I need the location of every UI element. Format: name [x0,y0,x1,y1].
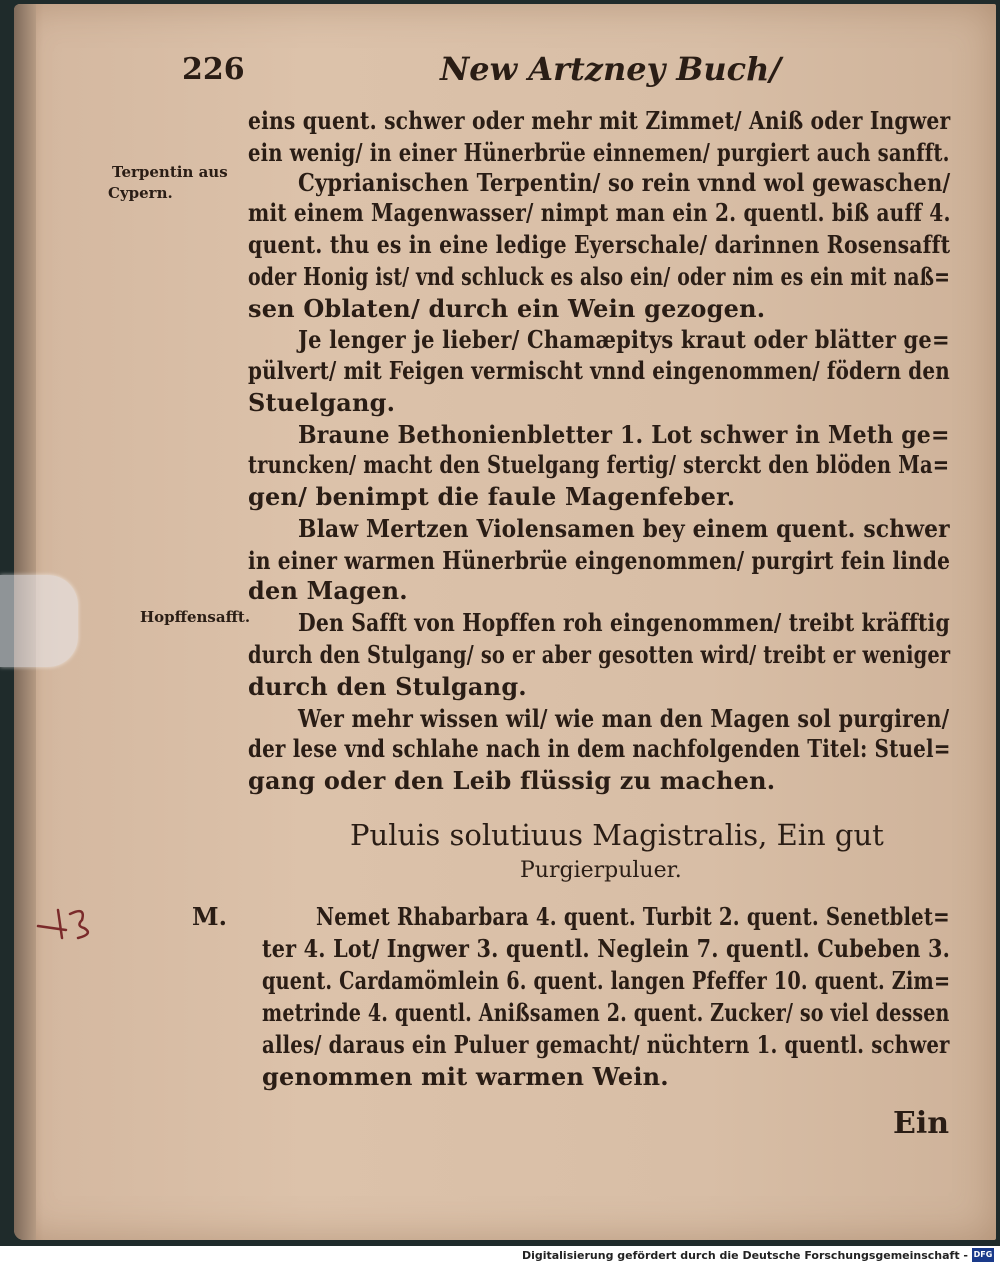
body-line: durch den Stulgang/ so er aber gesotten wird/ treibt er weniger [248,640,951,669]
recipe-line: metrinde 4. quentl. Anißsamen 2. quent. Zucker/ so viel dessen [262,998,950,1027]
body-line: Cyprianischen Terpentin/ so rein vnnd wol gewaschen/ [298,168,951,197]
recipe-line: genommen mit warmen Wein. [262,1062,669,1091]
margin-note-hopffensafft: Hopffensafft. [140,608,251,626]
body-line: sen Oblaten/ durch ein Wein gezogen. [248,294,766,323]
body-line: der lese vnd schlahe nach in dem nachfolgenden Titel: Stuel= [248,734,951,763]
margin-note-terpentin: Terpentin aus [112,163,228,181]
catchword: Ein [893,1106,950,1141]
funding-credit: Digitalisierung gefördert durch die Deutsche Forschungsgemeinschaft - [521,1249,968,1262]
footer-bar [0,1246,1000,1266]
body-line: Stuelgang. [248,388,396,417]
body-line: Blaw Mertzen Violensamen bey einem quent. schwer [298,514,950,543]
handwritten-mark-icon [36,904,116,940]
body-line: pülvert/ mit Feigen vermischt vnnd eingenommen/ födern den [248,356,950,385]
body-line: ein wenig/ in einer Hünerbrüe einnemen/ purgiert auch sanfft. [248,138,950,167]
body-line: eins quent. schwer oder mehr mit Zimmet/ Aniß oder Ingwer [248,106,951,135]
margin-note-cypern: Cypern. [108,184,173,202]
body-line: Den Safft von Hopffen roh eingenommen/ treibt kräfftig [298,608,950,637]
body-line: Braune Bethonienbletter 1. Lot schwer in Meth ge= [298,420,950,449]
body-line: truncken/ macht den Stuelgang fertig/ sterckt den blöden Ma= [248,450,950,479]
body-line: Je lenger je lieber/ Chamæpitys kraut oder blätter ge= [298,325,950,354]
body-line: durch den Stulgang. [248,672,527,701]
section-subheading: Purgierpuluer. [520,858,682,883]
page-number: 226 [182,52,245,87]
body-line: gang oder den Leib flüssig zu machen. [248,766,776,795]
recipe-line: ter 4. Lot/ Ingwer 3. quentl. Neglein 7. quentl. Cubeben 3. [262,934,951,963]
body-line: Wer mehr wissen wil/ wie man den Magen sol purgiren/ [298,704,950,733]
body-line: den Magen. [248,576,408,605]
recipe-marker: M. [192,902,227,931]
recipe-line: Nemet Rhabarbara 4. quent. Turbit 2. quent. Senetblet= [316,902,950,931]
body-line: gen/ benimpt die faule Magenfeber. [248,482,736,511]
section-heading: Puluis solutiuus Magistralis, Ein gut [350,818,884,852]
recipe-line: alles/ daraus ein Puluer gemacht/ nüchtern 1. quentl. schwer [262,1030,950,1059]
recipe-line: quent. Cardamömlein 6. quent. langen Pfeffer 10. quent. Zim= [262,966,951,995]
body-line: oder Honig ist/ vnd schluck es also ein/ oder nim es ein mit naß= [248,262,951,291]
dfg-logo-icon: DFG [972,1248,994,1262]
page-clip-tab [0,575,78,667]
running-title: New Artzney Buch/ [440,50,782,88]
body-line: in einer warmen Hünerbrüe eingenommen/ purgirt fein linde [248,546,951,575]
body-line: quent. thu es in eine ledige Eyerschale/ darinnen Rosensafft [248,230,951,259]
body-line: mit einem Magenwasser/ nimpt man ein 2. quentl. biß auff 4. [248,198,951,227]
